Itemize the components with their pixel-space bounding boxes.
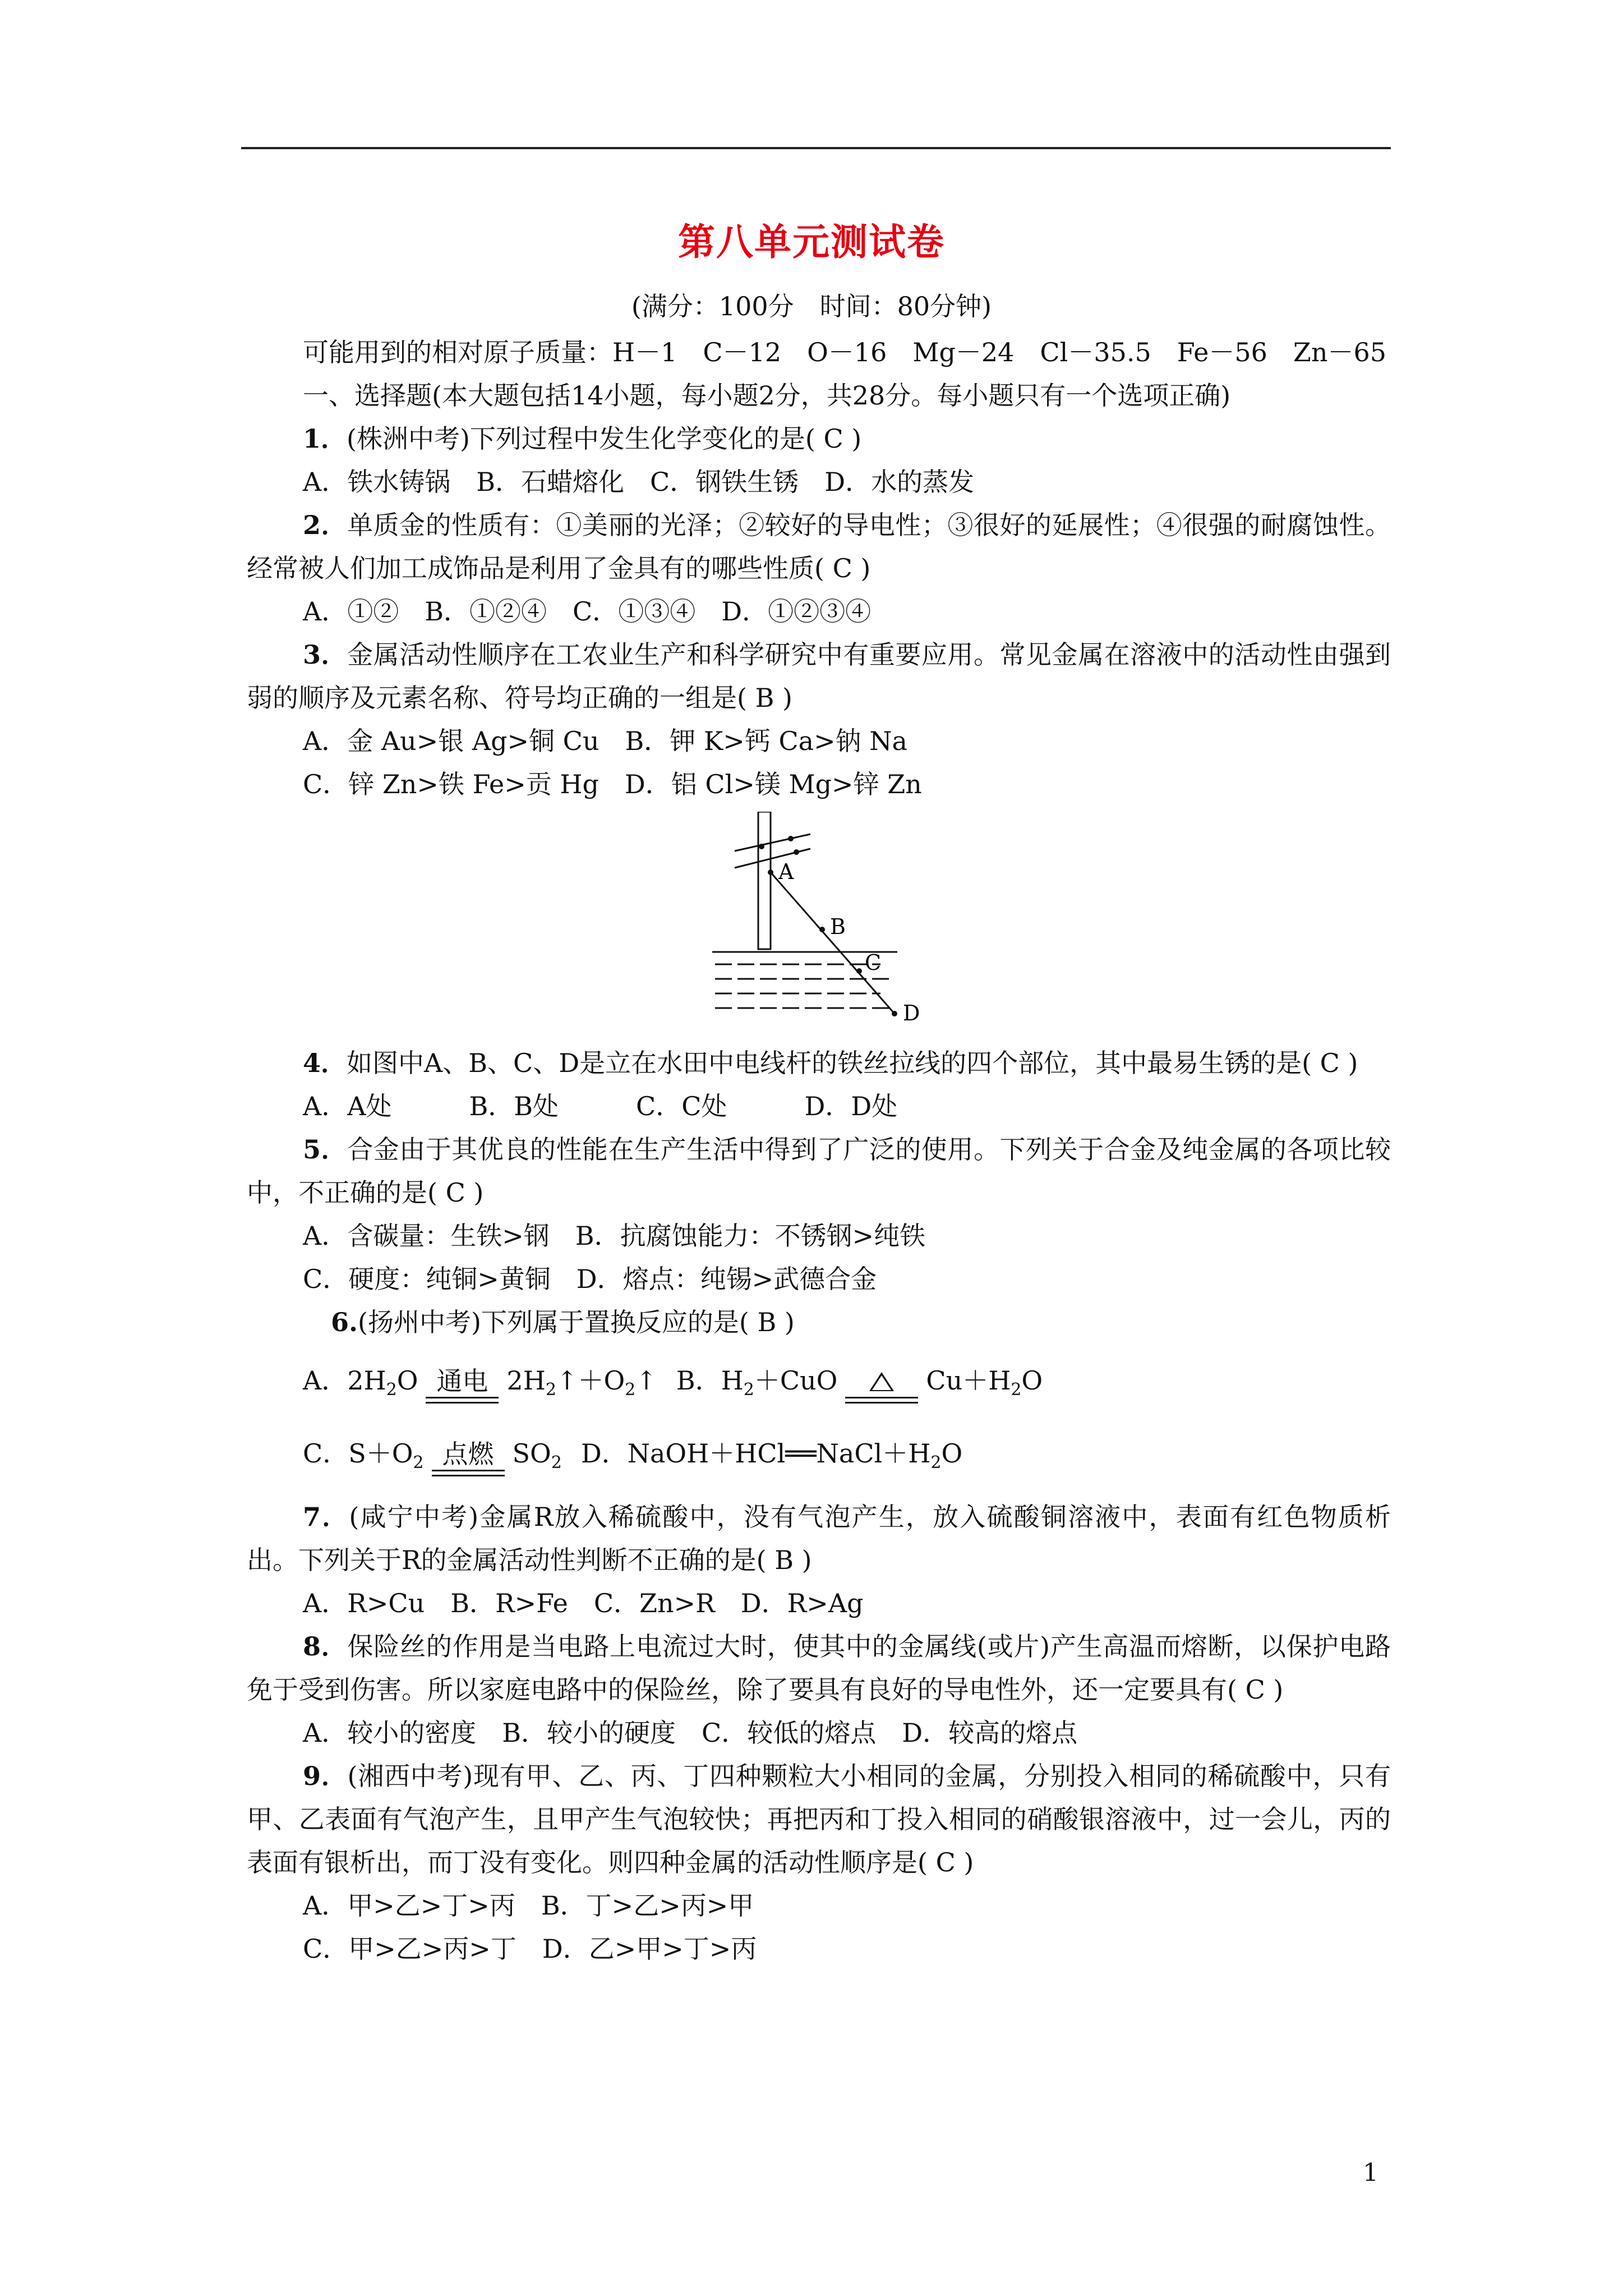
insulator-dot [788, 836, 794, 841]
option-d-equation: D．$NaOH+HCl══NaCl+H_2O$ [580, 1438, 963, 1473]
question-2-options: A．①② B．①②④ C．①③④ D．①②③④ [303, 596, 872, 627]
question-number: 2． [303, 510, 348, 540]
question-number: 1． [303, 424, 347, 454]
question-9-options-cd: C．甲>乙>丙>丁 D．乙>甲>丁>丙 [303, 1934, 757, 1964]
option-b-reactants: B．$H_2+CuO$ [676, 1365, 838, 1400]
point-c [856, 968, 862, 974]
question-1 [247, 417, 1391, 461]
reaction-condition-electrolysis: 通电 [426, 1365, 499, 1411]
question-9 [247, 1755, 1391, 1884]
question-5-options-ab: A．含碳量：生铁>钢 B．抗腐蚀能力：不锈钢>纯铁 [303, 1221, 926, 1251]
utility-pole [758, 812, 771, 949]
page-title: 第八单元测试卷 [678, 220, 945, 264]
label-c: C [865, 950, 882, 975]
question-number: 8． [303, 1631, 348, 1662]
question-6-options-ab [247, 1344, 1391, 1411]
question-number: 3． [303, 639, 348, 670]
point-d [892, 1011, 897, 1016]
question-6-options-cd [247, 1411, 1391, 1484]
section-heading: 一、选择题(本大题包括14小题，每小题2分，共28分。每小题只有一个选项正确) [303, 380, 1231, 411]
option-a-reactant: A．$2H_2O$ [303, 1365, 418, 1400]
header-rule [241, 147, 1391, 149]
question-3 [247, 633, 1391, 720]
option-c-products: $SO_2$ [512, 1438, 562, 1473]
question-4-options: A．A处 B．B处 C．C处 D．D处 [303, 1091, 898, 1121]
question-text: (扬州中考)下列属于置换反应的是( B ) [358, 1307, 795, 1337]
question-number: 4． [303, 1048, 347, 1078]
pole-wire-diagram [712, 812, 948, 1036]
point-b [819, 927, 825, 932]
option-b-products: $Cu+H_2O$ [926, 1365, 1043, 1400]
insulator-dot [794, 849, 799, 855]
label-d: D [903, 1001, 920, 1025]
question-number: 9． [303, 1761, 348, 1791]
question-number: 5． [303, 1134, 348, 1165]
insulator-dot [759, 844, 764, 849]
question-6 [247, 1301, 1391, 1344]
question-9-options-ab: A．甲>乙>丁>丙 B．丁>乙>丙>甲 [303, 1890, 754, 1921]
power-line [735, 834, 810, 851]
question-2 [247, 504, 1391, 590]
question-text: 单质金的性质有：①美丽的光泽；②较好的导电性；③很好的延展性；④很强的耐腐蚀性。经常被人们加工成饰品是利用了金具有的哪些性质( C ) [247, 510, 1391, 583]
question-text: (湘西中考)现有甲、乙、丙、丁四种颗粒大小相同的金属，分别投入相同的稀硫酸中，只有甲、乙表面有气泡产生，且甲产生气泡较快；再把丙和丁投入相同的硝酸银溶液中，过一会儿，丙的表面有银析出，而丁没有变化。则四种金属的活动性顺序是( C ) [247, 1761, 1391, 1878]
question-number: 6. [331, 1307, 358, 1337]
point-a [768, 869, 773, 875]
question-8 [247, 1625, 1391, 1711]
question-7 [247, 1496, 1391, 1582]
option-a-products: $2H_2↑+O_2↑$ [506, 1365, 657, 1400]
question-text: (株洲中考)下列过程中发生化学变化的是( C ) [347, 424, 862, 454]
question-text: 金属活动性顺序在工农业生产和科学研究中有重要应用。常见金属在溶液中的活动性由强到弱的顺序及元素名称、符号均正确的一组是( B ) [247, 639, 1391, 713]
question-4 [247, 1042, 1391, 1085]
atomic-masses: 可能用到的相对原子质量：H－1 C－12 O－16 Mg－24 Cl－35.5 Fe－56 Zn－65 [303, 337, 1387, 367]
question-text: 保险丝的作用是当电路上电流过大时，使其中的金属线(或片)产生高温而熔断，以保护电路免于受到伤害。所以家庭电路中的保险丝，除了要具有良好的导电性外，还一定要具有( C ) [247, 1631, 1391, 1705]
question-text: (咸宁中考)金属R放入稀硫酸中，没有气泡产生，放入硫酸铜溶液中，表面有红色物质析出。下列关于R的金属活动性判断不正确的是( B ) [247, 1502, 1391, 1575]
question-text: 合金由于其优良的性能在生产生活中得到了广泛的使用。下列关于合金及纯金属的各项比较中，不正确的是( C ) [247, 1134, 1391, 1208]
heat-triangle-icon [869, 1372, 894, 1391]
question-1-options: A．铁水铸锅 B．石蜡熔化 C．钢铁生锈 D．水的蒸发 [303, 467, 975, 497]
document-body [247, 331, 1391, 1971]
reaction-condition-heat [845, 1372, 918, 1411]
page-subtitle: (满分：100分 时间：80分钟) [631, 291, 992, 321]
guy-wire [771, 872, 895, 1014]
option-c-reactants: C．$S+O_2$ [303, 1438, 424, 1473]
question-7-options: A．R>Cu B．R>Fe C．Zn>R D．R>Ag [303, 1588, 864, 1618]
question-3-options-cd: C．锌 Zn>铁 Fe>贡 Hg D．铝 Cl>镁 Mg>锌 Zn [303, 769, 922, 799]
question-5 [247, 1128, 1391, 1214]
question-number: 7． [303, 1502, 349, 1532]
question-8-options: A．较小的密度 B．较小的硬度 C．较低的熔点 D．较高的熔点 [303, 1718, 1078, 1748]
label-b: B [830, 914, 846, 939]
question-3-options-ab: A．金 Au>银 Ag>铜 Cu B．钾 K>钙 Ca>钠 Na [303, 726, 907, 756]
label-a: A [778, 859, 794, 884]
page-number: 1 [1363, 2159, 1378, 2187]
question-text: 如图中A、B、C、D是立在水田中电线杆的铁丝拉线的四个部位，其中最易生锈的是( C ) [347, 1048, 1358, 1078]
question-5-options-cd: C．硬度：纯铜>黄铜 D．熔点：纯锡>武德合金 [303, 1264, 877, 1294]
reaction-condition-ignite: 点燃 [432, 1438, 505, 1484]
figure-pole-wire [247, 806, 1391, 1042]
